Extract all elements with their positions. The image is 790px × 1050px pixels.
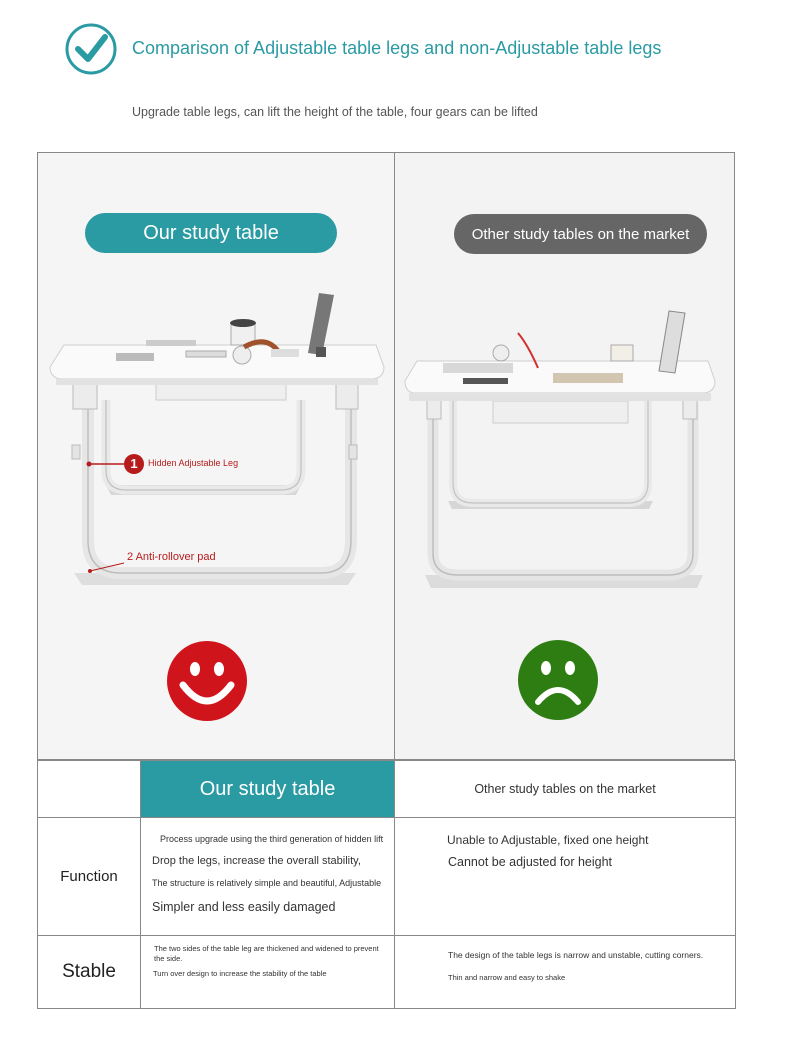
stable-other-cell [395, 936, 736, 1009]
page-subtitle: Upgrade table legs, can lift the height of the table, four gears can be lifted [132, 105, 538, 119]
header-our-table: Our study table [141, 761, 395, 818]
stable-ours-line: The two sides of the table leg are thickened and widened to prevent [154, 944, 379, 953]
row-label-function: Function [38, 818, 141, 936]
table-row [38, 818, 736, 936]
header-other-table: Other study tables on the market [395, 761, 736, 818]
function-other-cell [395, 818, 736, 936]
callout-2-label: 2 Anti-rollover pad [127, 551, 216, 563]
page-title: Comparison of Adjustable table legs and non-Adjustable table legs [132, 38, 662, 58]
fixed-table-illustration [403, 283, 728, 593]
function-other-line: Unable to Adjustable, fixed one height [447, 833, 649, 847]
callout-1-number: 1 [130, 456, 138, 471]
table-header-row [38, 761, 736, 818]
function-ours-line: The structure is relatively simple and beautiful, Adjustable [152, 878, 382, 888]
function-ours-line: Process upgrade using the third generation of hidden lift [160, 834, 384, 844]
header [0, 0, 790, 140]
sad-face-icon [518, 640, 598, 720]
check-circle-icon [64, 22, 118, 76]
function-ours-line: Drop the legs, increase the overall stability, [152, 855, 361, 867]
other-table-panel [394, 152, 735, 760]
callout-1-label: Hidden Adjustable Leg [148, 458, 239, 468]
stable-ours-cell [141, 936, 395, 1009]
function-other-line: Cannot be adjusted for height [448, 855, 613, 869]
our-table-panel [37, 152, 395, 760]
function-ours-cell [141, 818, 395, 936]
header-empty-cell [38, 761, 141, 818]
stable-other-line: The design of the table legs is narrow and unstable, cutting corners. [448, 950, 704, 960]
other-table-badge: Other study tables on the market [454, 214, 707, 254]
function-ours-line: Simpler and less easily damaged [152, 900, 336, 914]
our-table-badge: Our study table [85, 213, 337, 253]
happy-face-icon [167, 641, 247, 721]
stable-other-line: Thin and narrow and easy to shake [448, 973, 566, 982]
stable-ours-line: Turn over design to increase the stability of the table [153, 969, 327, 978]
row-label-stable: Stable [38, 936, 141, 1009]
stable-ours-line: the side. [154, 954, 183, 963]
table-row [38, 936, 736, 1009]
comparison-table [37, 760, 736, 1009]
